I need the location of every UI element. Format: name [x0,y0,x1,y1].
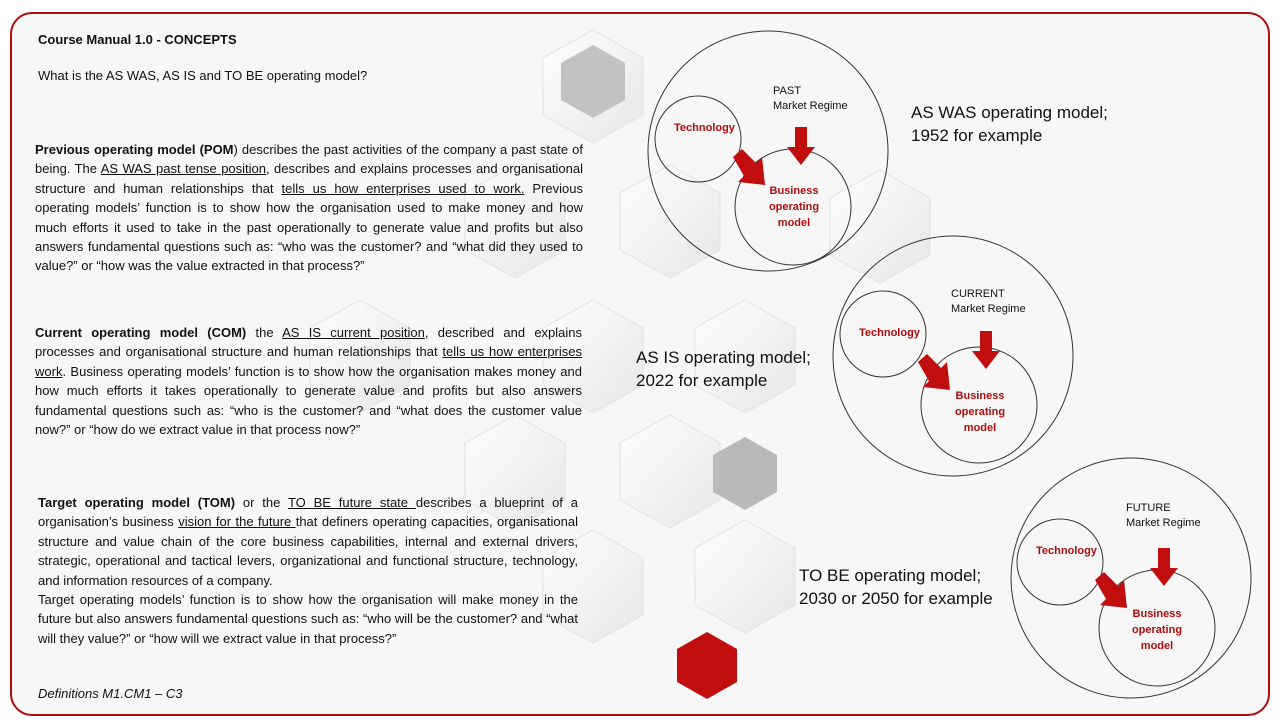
definitions-footer: Definitions M1.CM1 – C3 [38,686,183,701]
future-technology-circle [1017,519,1103,605]
past-down-arrow [787,127,815,165]
past-bom-label: Business operating model [768,185,820,229]
past-technology-label: Technology [674,122,735,134]
future-market-circle [1011,458,1251,698]
as-is-caption: AS IS operating model; 2022 for example [636,348,811,390]
future-diagonal-arrow [1095,572,1127,608]
future-bom-label: Business operating model [1131,608,1183,652]
past-diagonal-arrow [733,149,765,185]
tom-paragraph: Target operating model (TOM) or the TO BE future state describes a blueprint of a organisation’s business vision for the future that definers operating capacities, organisational structure and value chain of the core business capabilities, internal and external drivers, strategic, operational and tactical levers, organizational and functional structure, technology, and information resources of a company. Target operating models’ function is to show how the organisation will make money in the future but also answers fundamental questions such as: “who will be the customer? and “what will they value?” or “how will we extract value in that process?” [38,495,578,646]
com-paragraph: Current operating model (COM) the AS IS current position, described and explains processes and organisational structure and human relationships that tells us how enterprises work. Business operating models’ function is to show how the organisation makes money and how much efforts it takes operationally to generate value and profits but also answers fundamental questions such as: “who is the customer? and “what does the customer value now?” or “how do we extract value in that process now?” [35,325,583,438]
future-down-arrow [1150,548,1178,586]
current-technology-label: Technology [859,327,920,339]
future-regime-label: FUTURE Market Regime [1126,502,1201,529]
current-bom-label: Business operating model [954,390,1006,434]
past-regime-label: PAST Market Regime [773,85,848,112]
tom-heading: Target operating model (TOM) [38,495,236,510]
current-diagonal-arrow [918,354,950,390]
page-question: What is the AS WAS, AS IS and TO BE operating model? [38,68,368,83]
current-market-circle [833,236,1073,476]
com-heading: Current operating model (COM) [35,325,247,340]
current-regime-label: CURRENT Market Regime [951,288,1026,315]
as-was-caption: AS WAS operating model; 1952 for example [911,103,1108,145]
past-technology-circle [655,96,741,182]
past-market-circle [648,31,888,271]
pom-paragraph: Previous operating model (POM) describes the past activities of the company a past state of being. The AS WAS past tense position, describes and explains processes and organisational structure and human relationships that tells us how enterprises used to work. Previous operating models’ function is to show how the organisation used to make money and how much efforts it used to take in the past operationally to generate value and profits but also answers fundamental questions such as: “who was the customer? and “what did they used to value?” or “how was the value extracted in that process?” [35,142,584,274]
future-technology-label: Technology [1036,545,1097,557]
pom-heading: Previous operating model (POM [35,142,234,157]
to-be-caption: TO BE operating model; 2030 or 2050 for example [799,566,993,608]
page-title: Course Manual 1.0 - CONCEPTS [38,32,237,47]
